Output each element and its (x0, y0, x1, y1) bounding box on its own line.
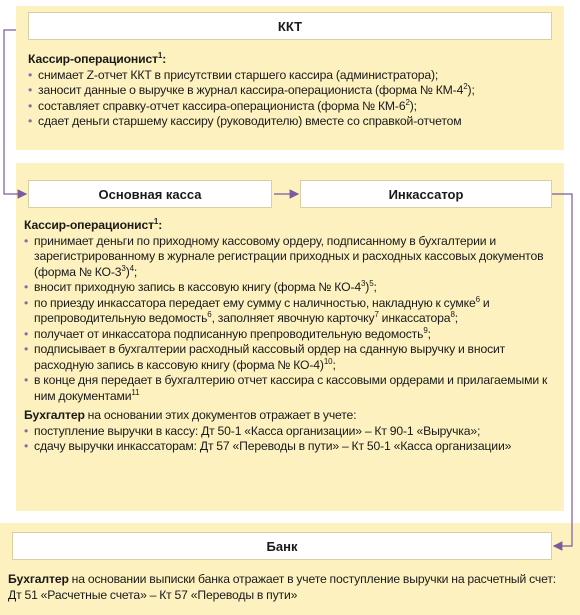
main-cash-item-6: • в конце дня передает в бухгалтерию отчет кассира с кассовыми ордерами и прилагаемыми к ним документами$^{11}$ (24, 373, 548, 403)
main-cash-item-2: • вносит приходную запись в кассовую книгу (форма № $КО-4^3)^5$; (24, 278, 377, 294)
main-cash-entry-1: • поступление выручки в кассу: Дт 50-1 «Касса организации» – Кт 90-1 «Выручка»; (24, 423, 481, 438)
arrow-kkt-to-main-cash (4, 30, 26, 194)
kkt-header: ККТ (28, 12, 552, 40)
bank-header: Банк (12, 532, 552, 560)
main-cash-entry-2: • сдачу выручки инкассаторам: Дт 57 «Переводы в пути» – Кт 50-1 «Касса организации» (24, 439, 512, 453)
main-cash-item-3: • по приезду инкассатора передает ему сумму с наличностью, накладную к сумке$^6$ и препроводительную ведомость$^6$, заполняет явочную карточку$^7$ инкассатора$^8$; (24, 294, 490, 325)
main-cash-item-5: • подписывает в бухгалтерии расходный кассовый ордер на сданную выручку и вносит расходную запись в кассовую книгу (форма № КО-4)$^{10}$; (24, 342, 506, 372)
kkt-item-3: • составляет справку-отчет кассира-операциониста (форма № $КМ-6^2$); (28, 97, 417, 113)
kkt-item-4: • сдает деньги старшему кассиру (руководителю) вместе со справкой-отчетом (28, 114, 462, 128)
main-cash-item-4: • получает от инкассатора подписанную препроводительную ведомость$^9$; (24, 325, 431, 341)
inkassator-header: Инкассатор (300, 180, 552, 208)
main-cash-role-title: Кассир-операционист$^1$: (24, 216, 163, 232)
main-cash-header: Основная касса (28, 180, 272, 208)
kkt-role-title: Кассир-операционист$^1$: (28, 50, 167, 66)
kkt-item-1: • снимает Z-отчет ККТ в присутствии старшего кассира (администратора); (28, 67, 439, 82)
kkt-item-2: • заносит данные о выручке в журнал кассира-операциониста (форма № $КМ-4^2$); (28, 81, 475, 97)
bank-accountant-line: Бухгалтер на основании выписки банка отражает в учете поступление выручки на расчетный счет: Дт 51 «Расчетные счета» – Кт 57 «Переводы в пути» (8, 572, 557, 602)
main-cash-accountant-line: Бухгалтер на основании этих документов отражает в учете: (24, 408, 357, 422)
main-cash-item-1: • принимает деньги по приходному кассовому ордеру, подписанному в бухгалтерии и зарегистрированному в журнале регистрации приходных и расходных кассовых документов (форма № $КО-3^3)^4$; (24, 233, 544, 279)
arrow-inkassator-to-bank (552, 194, 572, 546)
